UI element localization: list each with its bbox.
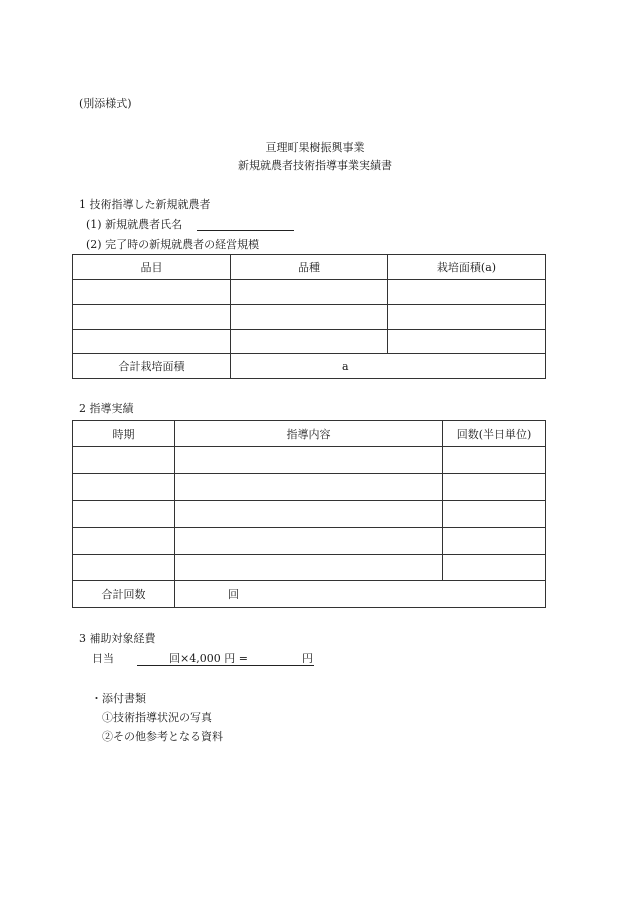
total-area-label: 合計栽培面積 [73, 354, 231, 379]
table-cell[interactable] [231, 280, 388, 305]
farmer-name-label: (1) 新規就農者氏名 [86, 218, 183, 231]
table-cell[interactable] [175, 501, 443, 528]
table-header-row [73, 421, 546, 447]
table-cell[interactable] [388, 280, 546, 305]
table-cell[interactable] [388, 330, 546, 354]
table-cell[interactable] [443, 501, 546, 528]
table-cell[interactable] [73, 555, 175, 581]
yen-unit: 円 [302, 652, 313, 665]
table-cell[interactable] [443, 528, 546, 555]
total-count-cell[interactable] [175, 581, 546, 608]
section2-heading: 2 指導実績 [79, 402, 134, 415]
table-row [73, 501, 546, 528]
attachments-heading: ・添付書類 [91, 692, 146, 705]
table-cell[interactable] [443, 447, 546, 474]
table-cell[interactable] [175, 555, 443, 581]
table-cell[interactable] [443, 474, 546, 501]
table-row [73, 555, 546, 581]
table-cell[interactable] [73, 447, 175, 474]
table-cell[interactable] [175, 474, 443, 501]
table-cell[interactable] [73, 474, 175, 501]
farmer-name-field[interactable] [197, 230, 294, 231]
form-label: (別添様式) [79, 97, 132, 110]
total-row [73, 581, 546, 608]
total-area-cell[interactable] [231, 354, 546, 379]
table-cell[interactable] [388, 305, 546, 330]
header-period: 時期 [73, 421, 175, 447]
table-row [73, 330, 546, 354]
title-line-1: 亘理町果樹振興事業 [265, 141, 365, 154]
scale-label: (2) 完了時の新規就農者の経営規模 [86, 238, 260, 251]
total-row [73, 354, 546, 379]
title-line-2: 新規就農者技術指導事業実績書 [238, 159, 392, 172]
table-cell[interactable] [73, 330, 231, 354]
area-unit: a [342, 359, 349, 373]
table-cell[interactable] [73, 501, 175, 528]
table-cell[interactable] [231, 330, 388, 354]
section1-heading: 1 技術指導した新規就農者 [79, 198, 211, 211]
scale-table [72, 254, 546, 379]
table-row [73, 280, 546, 305]
attachment-item-photo: ①技術指導状況の写真 [102, 711, 212, 724]
table-header-row [73, 255, 546, 280]
section3-heading: 3 補助対象経費 [79, 632, 156, 645]
table-cell[interactable] [73, 528, 175, 555]
expense-formula: 回×4,000 円 = [169, 652, 248, 665]
table-row [73, 528, 546, 555]
header-content: 指導内容 [175, 421, 443, 447]
header-item: 品目 [73, 255, 231, 280]
table-row [73, 474, 546, 501]
table-cell[interactable] [73, 280, 231, 305]
expense-formula-field[interactable] [137, 652, 314, 666]
table-cell[interactable] [175, 528, 443, 555]
table-cell[interactable] [231, 305, 388, 330]
header-count: 回数(半日単位) [443, 421, 546, 447]
total-count-label: 合計回数 [73, 581, 175, 608]
attachment-item-other: ②その他参考となる資料 [102, 730, 223, 743]
count-unit: 回 [228, 588, 239, 601]
header-area: 栽培面積(a) [388, 255, 546, 280]
guidance-table [72, 420, 546, 608]
table-cell[interactable] [175, 447, 443, 474]
table-row [73, 447, 546, 474]
table-cell[interactable] [443, 555, 546, 581]
table-row [73, 305, 546, 330]
daily-allowance-label: 日当 [92, 652, 114, 665]
header-variety: 品種 [231, 255, 388, 280]
table-cell[interactable] [73, 305, 231, 330]
